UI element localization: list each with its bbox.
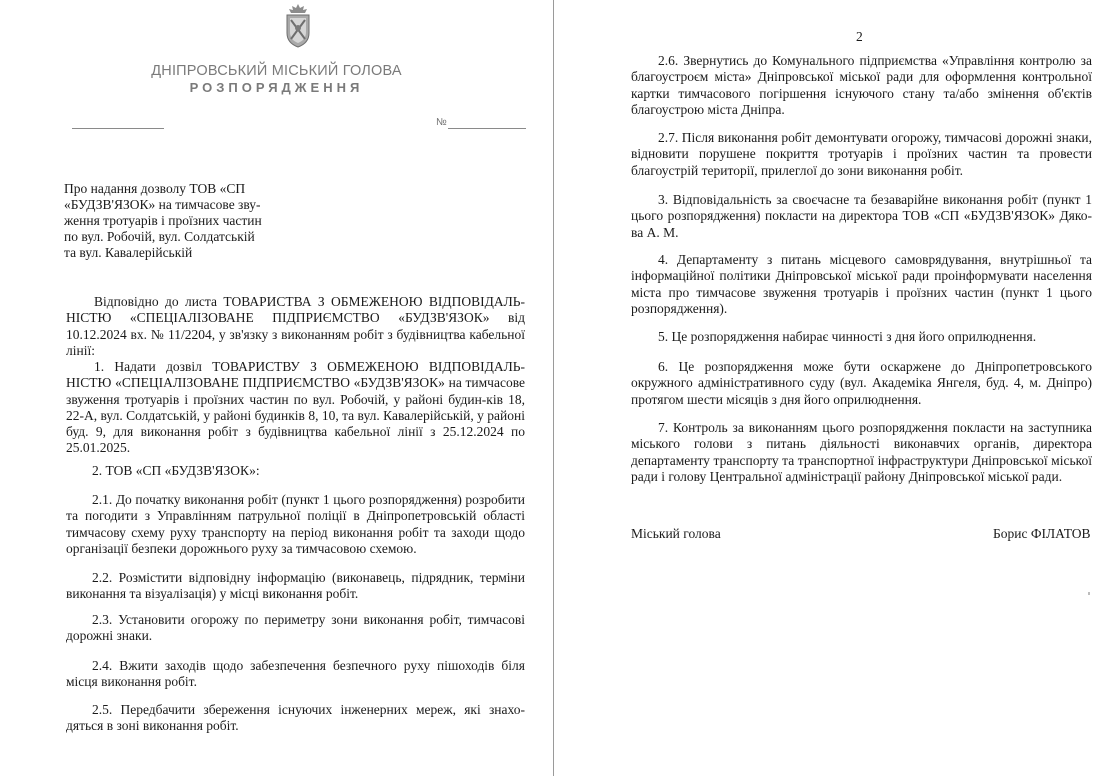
date-blank-line: [72, 128, 164, 129]
clause-2-3: 2.3. Установити огорожу по периметру зони виконання робіт, тимчасові дорожні знаки.: [66, 612, 525, 644]
number-label: №: [436, 117, 447, 128]
clause-3: 3. Відповідальність за своєчасне та безаварійне виконання робіт (пункт 1 цього розпорядження) покласти на директора ТОВ «СП «БУДЗВ'ЯЗОК» Дяко-ва А. М.: [631, 192, 1092, 240]
scan-mark: [1088, 592, 1090, 595]
clause-7: 7. Контроль за виконанням цього розпорядження покласти на заступника міського голови з питань діяльності виконавчих органів, директора департаменту транспорту та транспортної інфраструктури Дніпровської міської ради і голову Центральної адміністрації району Дніпровської міської ради.: [631, 420, 1092, 484]
city-coat-of-arms-icon: [281, 3, 315, 49]
order-topic: [64, 181, 274, 261]
topic-line: Про надання дозволу ТОВ «СП: [64, 181, 246, 196]
topic-line: «БУДЗВ'ЯЗОК» на тимчасове зву-: [64, 197, 261, 212]
issuer-title: ДНІПРОВСЬКИЙ МІСЬКИЙ ГОЛОВА: [151, 63, 402, 79]
page-divider: [553, 0, 554, 776]
topic-line: по вул. Робочій, вул. Солдатській: [64, 229, 255, 244]
clause-2-2: 2.2. Розмістити відповідну інформацію (виконавець, підрядник, терміни виконання та візуалізація) у місці виконання робіт.: [66, 570, 525, 602]
clause-2-6: 2.6. Звернутись до Комунального підприємства «Управління контролю за благоустроєм міста» Дніпровської міської ради для оформлення контрольної картки тимчасового погіршення існуючого стану та/або змінення об'єктів благоустрою міста Дніпра.: [631, 53, 1092, 117]
number-blank-line: [448, 128, 526, 129]
clause-2-5: 2.5. Передбачити збереження існуючих інженерних мереж, які знахо-дяться в зоні виконання робіт.: [66, 702, 525, 734]
topic-line: та вул. Кавалерійській: [64, 245, 193, 260]
clause-2-4: 2.4. Вжити заходів щодо забезпечення безпечного руху пішоходів біля місця виконання робіт.: [66, 658, 525, 690]
signatory-name: Борис ФІЛАТОВ: [993, 526, 1091, 541]
document-page-1: [0, 0, 553, 776]
page-number: 2: [856, 29, 863, 44]
clause-4: 4. Департаменту з питань місцевого самоврядування, внутрішньої та інформаційної політики Дніпровської міської ради проінформувати населення міста про тимчасове звуження тротуарів і проїзних частин (пункт 1 цього розпорядження).: [631, 252, 1092, 316]
clause-2-7: 2.7. Після виконання робіт демонтувати огорожу, тимчасові дорожні знаки, відновити порушене покриття тротуарів і проїзних частин та провести благоустрій території, прилеглої до зони виконання робіт.: [631, 130, 1092, 178]
document-type: РОЗПОРЯДЖЕННЯ: [189, 80, 364, 95]
topic-line: ження тротуарів і проїзних частин: [64, 213, 262, 228]
clause-5: 5. Це розпорядження набирає чинності з дня його оприлюднення.: [658, 329, 1037, 344]
clause-6: 6. Це розпорядження може бути оскаржене до Дніпропетровського окружного адміністративного суду (вул. Академіка Янгеля, буд. 4, м. Дніпро) протягом шести місяців з дня його оприлюднення.: [631, 359, 1092, 407]
intro-paragraph: Відповідно до листа ТОВАРИСТВА З ОБМЕЖЕНОЮ ВІДПОВІДАЛЬ-НІСТЮ «СПЕЦІАЛІЗОВАНЕ ПІДПРИЄМСТВО «БУДЗВ'ЯЗОК» від 10.12.2024 вх. № 11/2204, у зв'язку з виконанням робіт з будівництва кабельної лінії:: [66, 294, 525, 358]
clause-1: 1. Надати дозвіл ТОВАРИСТВУ З ОБМЕЖЕНОЮ ВІДПОВІДАЛЬ-НІСТЮ «СПЕЦІАЛІЗОВАНЕ ПІДПРИЄМСТВО «БУДЗВ'ЯЗОК» на тимчасове звуження тротуарів і проїзних частин по вул. Робочій, у районі будин-ків 18, 22-А, вул. Солдатській, у районі будинків 8, 10, та вул. Кавалерійській, у районі буд. 9, для виконання робіт з будівництва кабельної лінії з 25.12.2024 по 25.01.2025.: [66, 359, 525, 456]
signatory-position: Міський голова: [631, 526, 721, 541]
clause-2: 2. ТОВ «СП «БУДЗВ'ЯЗОК»:: [92, 463, 260, 478]
clause-2-1: 2.1. До початку виконання робіт (пункт 1 цього розпорядження) розробити та погодити з Управлінням патрульної поліції в Дніпропетровській області тимчасову схему руху транспорту на період виконання робіт та заходи щодо організації безпеки дорожнього руху за тимчасовою схемою.: [66, 492, 525, 556]
